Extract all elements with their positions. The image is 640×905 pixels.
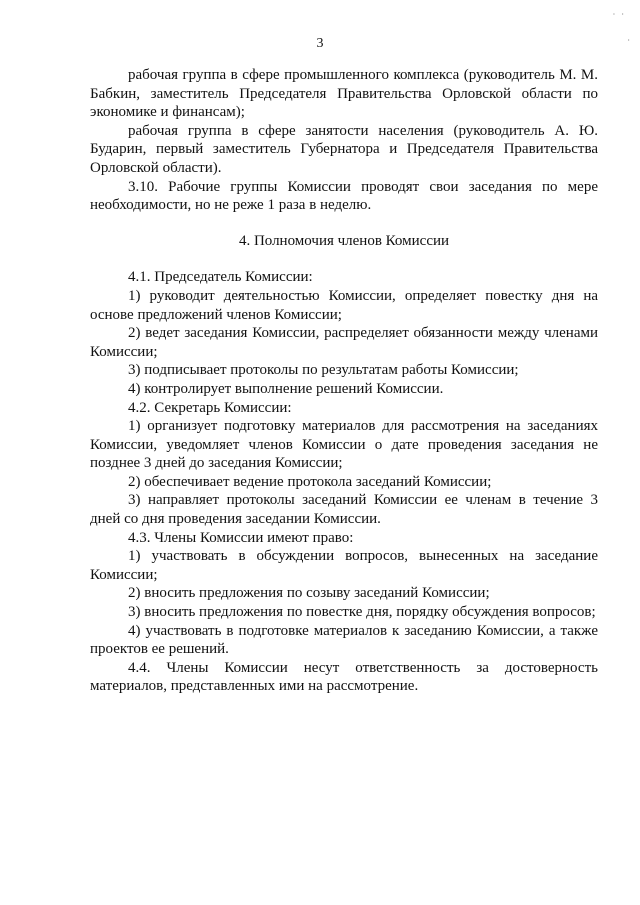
scan-mark-2: · xyxy=(627,36,630,45)
list-item: 2) вносить предложения по созыву заседаний Комиссии; xyxy=(128,585,490,602)
list-item: 4) участвовать в подготовке материалов к заседанию Комиссии, а также проектов ее решений. xyxy=(90,622,598,658)
list-item: 1) организует подготовку материалов для рассмотрения на заседаниях Комиссии, уведомляет членов Комиссии о дате проведения заседания не позднее 3 дней до заседания Комиссии; xyxy=(90,418,598,472)
document-body xyxy=(90,66,598,696)
list-item: 2) обеспечивает ведение протокола заседаний Комиссии; xyxy=(128,473,492,490)
list-item: 3) подписывает протоколы по результатам работы Комиссии; xyxy=(128,362,519,379)
list-item: 3) направляет протоколы заседаний Комиссии ее членам в течение 3 дней со дня проведения заседании Комиссии. xyxy=(90,492,598,528)
paragraph-4-1: 4.1. Председатель Комиссии: xyxy=(128,269,313,286)
list-item: 1) руководит деятельностью Комиссии, определяет повестку дня на основе предложений членов Комиссии; xyxy=(90,287,598,323)
page-number: 3 xyxy=(316,36,324,51)
paragraph-industry-group: рабочая группа в сфере промышленного комплекса (руководитель М. М. Бабкин, заместитель Председателя Правительства Орловской области по экономике и финансам); xyxy=(90,67,598,121)
paragraph-4-2: 4.2. Секретарь Комиссии: xyxy=(128,399,292,416)
list-item: 3) вносить предложения по повестке дня, порядку обсуждения вопросов; xyxy=(128,604,596,621)
section-heading: 4. Полномочия членов Комиссии xyxy=(238,232,450,249)
paragraph-4-4: 4.4. Члены Комиссии несут ответственность за достоверность материалов, представленных ими на рассмотрение. xyxy=(90,659,598,695)
list-item: 1) участвовать в обсуждении вопросов, вынесенных на заседание Комиссии; xyxy=(90,548,598,583)
paragraph-4-3: 4.3. Члены Комиссии имеют право: xyxy=(128,529,354,546)
list-item: 2) ведет заседания Комиссии, распределяет обязанности между членами Комиссии; xyxy=(90,325,598,360)
scan-mark: · · xyxy=(612,10,626,19)
paragraph-3-10: 3.10. Рабочие группы Комиссии проводят свои заседания по мере необходимости, но не реже 1 раза в неделю. xyxy=(90,178,598,214)
paragraph-employment-group: рабочая группа в сфере занятости населения (руководитель А. Ю. Бударин, первый заместитель Губернатора и Председателя Правительства Орловской области). xyxy=(90,122,598,176)
list-item: 4) контролирует выполнение решений Комиссии. xyxy=(128,380,444,397)
